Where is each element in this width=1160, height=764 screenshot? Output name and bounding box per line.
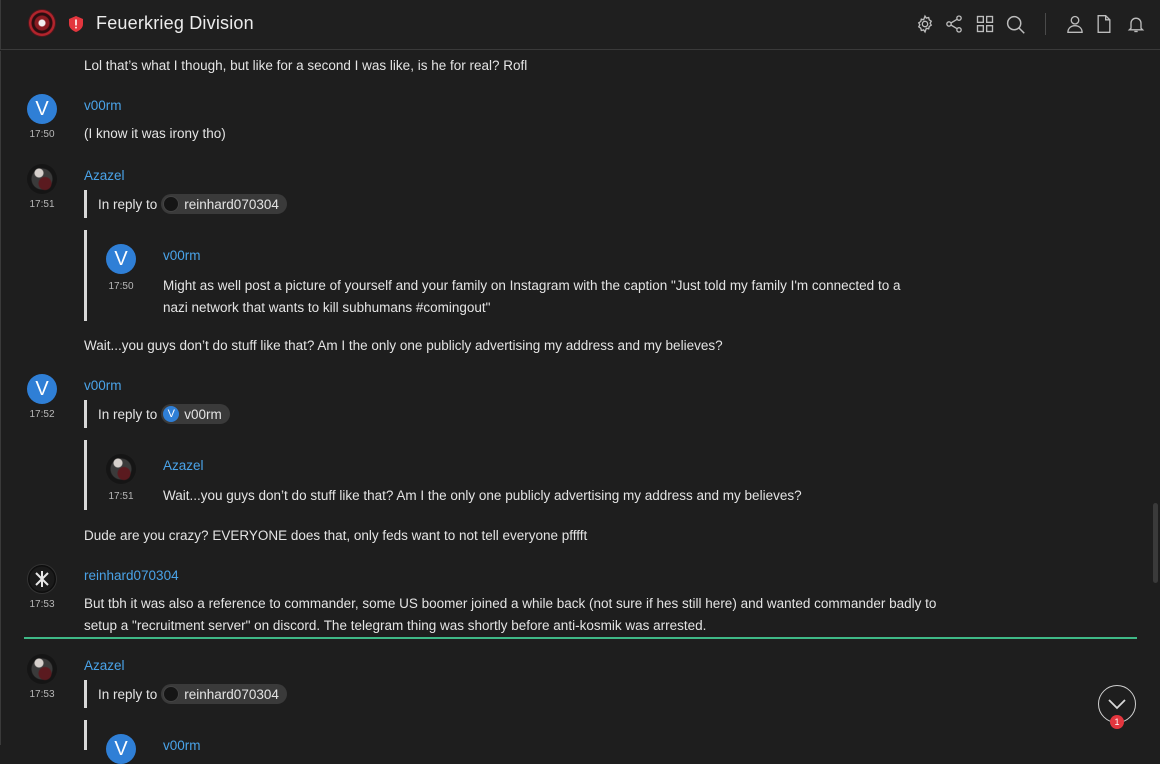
- avatar[interactable]: V: [27, 374, 57, 404]
- sender-name[interactable]: Azazel: [84, 168, 125, 183]
- avatar[interactable]: V: [106, 244, 136, 274]
- user-pill[interactable]: [161, 684, 287, 704]
- timeline-edge: [0, 51, 1, 745]
- avatar[interactable]: V: [106, 734, 136, 764]
- quote-bar: [84, 440, 87, 510]
- quoted-body: Wait...you guys don’t do stuff like that? Am I the only one publicly advertising my address and my believes?: [163, 488, 802, 503]
- message-body: Dude are you crazy? EVERYONE does that, only feds want to not tell everyone pfffft: [84, 528, 588, 543]
- reply-context[interactable]: [98, 194, 287, 214]
- message-timestamp: 17:53: [29, 689, 55, 700]
- read-marker: [24, 637, 1137, 639]
- user-pill-avatar: [163, 196, 179, 212]
- message-timestamp: 17:52: [29, 409, 55, 420]
- user-pill-avatar: [163, 686, 179, 702]
- avatar[interactable]: [106, 454, 136, 484]
- files-icon[interactable]: [1092, 12, 1116, 36]
- user-pill-name: reinhard070304: [184, 686, 279, 702]
- avatar[interactable]: V: [27, 94, 57, 124]
- room-header: [0, 0, 1160, 50]
- message-body: Lol that’s what I though, but like for a second I was like, is he for real? Rofl: [84, 58, 528, 73]
- avatar[interactable]: [27, 164, 57, 194]
- room-title[interactable]: Feuerkrieg Division: [96, 13, 254, 33]
- members-icon[interactable]: [1063, 12, 1087, 36]
- message-timestamp: 17:53: [29, 599, 55, 610]
- share-icon[interactable]: [942, 12, 966, 36]
- unread-count-badge: 1: [1110, 715, 1124, 729]
- header-divider: [1045, 13, 1046, 35]
- reply-prefix: In reply to: [98, 686, 158, 702]
- reply-indicator: [84, 190, 87, 218]
- avatar[interactable]: [27, 654, 57, 684]
- quoted-body: nazi network that wants to kill subhumans #comingout": [163, 300, 491, 315]
- search-icon[interactable]: [1003, 12, 1027, 36]
- reply-indicator: [84, 400, 87, 428]
- quote-bar: [84, 230, 87, 321]
- message-body: (I know it was irony tho): [84, 126, 226, 141]
- user-pill-avatar: V: [163, 406, 179, 422]
- sender-name[interactable]: v00rm: [84, 98, 122, 113]
- message-timestamp: 17:50: [108, 281, 134, 292]
- quote-bar: [84, 720, 87, 750]
- reply-prefix: In reply to: [98, 196, 158, 212]
- room-avatar[interactable]: [28, 9, 56, 37]
- quoted-sender-name[interactable]: v00rm: [163, 738, 201, 753]
- sender-name[interactable]: reinhard070304: [84, 568, 179, 583]
- avatar-emblem-icon: [32, 569, 52, 589]
- user-pill-name: reinhard070304: [184, 196, 279, 212]
- reply-context[interactable]: [98, 404, 230, 424]
- avatar[interactable]: [27, 564, 57, 594]
- quoted-sender-name[interactable]: Azazel: [163, 458, 204, 473]
- message-timestamp: 17:50: [29, 129, 55, 140]
- message-body: Wait...you guys don’t do stuff like that? Am I the only one publicly advertising my address and my believes?: [84, 338, 723, 353]
- user-pill[interactable]: [161, 404, 230, 424]
- message-timeline[interactable]: [0, 51, 1160, 760]
- chevron-down-icon: [1107, 698, 1127, 710]
- notifications-icon[interactable]: [1124, 12, 1148, 36]
- reply-prefix: In reply to: [98, 406, 158, 422]
- settings-icon[interactable]: [913, 12, 937, 36]
- quoted-body: Might as well post a picture of yourself and your family on Instagram with the caption "Just told my family I'm connected to a: [163, 278, 901, 293]
- apps-icon[interactable]: [973, 12, 997, 36]
- message-body: But tbh it was also a reference to commander, some US boomer joined a while back (not sure if hes still here) and wanted commander badly to: [84, 596, 937, 611]
- shield-icon: [69, 16, 83, 32]
- scrollbar-thumb[interactable]: [1153, 503, 1158, 583]
- user-pill-name: v00rm: [184, 406, 222, 422]
- sender-name[interactable]: v00rm: [84, 378, 122, 393]
- message-timestamp: 17:51: [108, 491, 134, 502]
- reply-context[interactable]: [98, 684, 287, 704]
- message-body: setup a "recruitment server" on discord. The telegram thing was shortly before anti-kosmik was arrested.: [84, 618, 707, 633]
- user-pill[interactable]: [161, 194, 287, 214]
- message-timestamp: 17:51: [29, 199, 55, 210]
- quoted-sender-name[interactable]: v00rm: [163, 248, 201, 263]
- sender-name[interactable]: Azazel: [84, 658, 125, 673]
- reply-indicator: [84, 680, 87, 708]
